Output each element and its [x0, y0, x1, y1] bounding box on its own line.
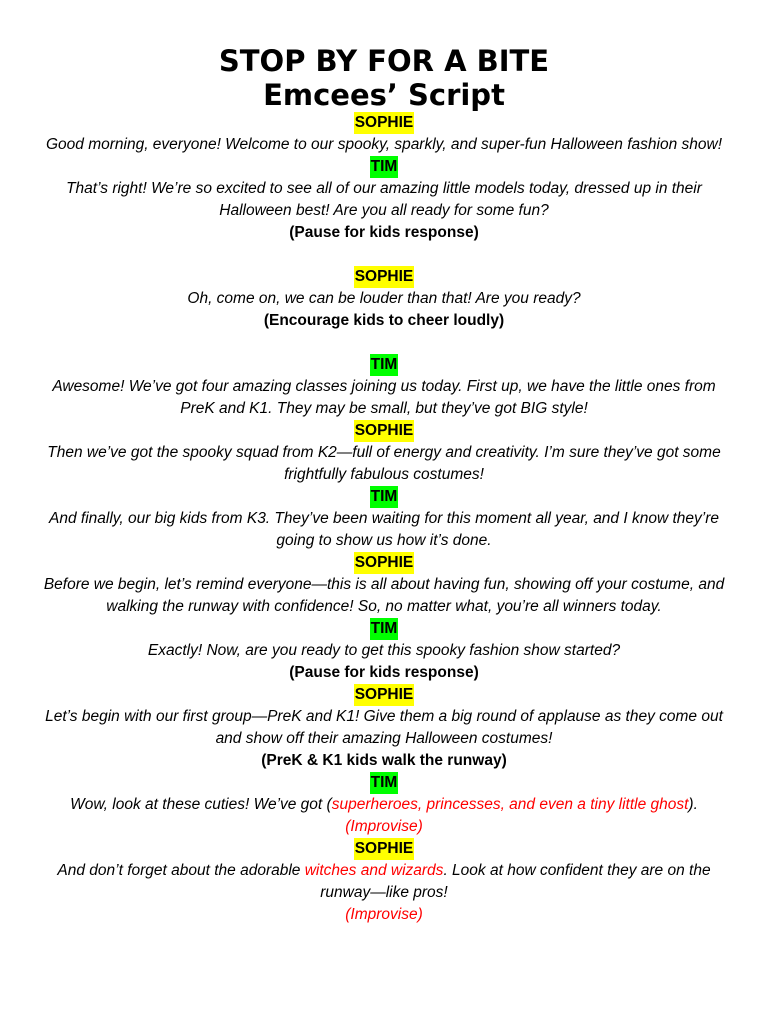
page-subtitle: Emcees’ Script — [263, 78, 505, 112]
speaker-tim: TIM — [370, 156, 399, 178]
speaker-sophie: SOPHIE — [354, 684, 415, 706]
improvise-examples: witches and wizards — [304, 862, 444, 879]
script-line: Wow, look at these cuties! We’ve got (superheroes, princesses, and even a tiny little ghost). — [70, 796, 698, 813]
improvise-examples: superheroes, princesses, and even a tiny little ghost — [331, 796, 689, 813]
script-line: Before we begin, let’s remind everyone—this is all about having fun, showing off your costume, and walking the runway with confidence! So, no matter what, you’re all winners today. — [43, 576, 725, 615]
script-line: And finally, our big kids from K3. They’ve been waiting for this moment all year, and I know they’re going to show us how it’s done. — [49, 510, 719, 549]
speaker-sophie: SOPHIE — [354, 552, 415, 574]
script-line: Oh, come on, we can be louder than that! Are you ready? — [187, 290, 581, 307]
stage-direction: (Encourage kids to cheer loudly) — [263, 312, 505, 329]
speaker-sophie: SOPHIE — [354, 838, 415, 860]
script-line: And don’t forget about the adorable witches and wizards. Look at how confident they are on the runway—like pros! — [57, 862, 711, 901]
speaker-tim: TIM — [370, 486, 399, 508]
speaker-tim: TIM — [370, 772, 399, 794]
script-line: Then we’ve got the spooky squad from K2—full of energy and creativity. I’m sure they’ve got some frightfully fabulous costumes! — [47, 444, 721, 483]
speaker-sophie: SOPHIE — [354, 112, 415, 134]
script-line: Awesome! We’ve got four amazing classes joining us today. First up, we have the little ones from PreK and K1. They may be small, but they’ve got BIG style! — [52, 378, 716, 417]
page-title: STOP BY FOR A BITE — [218, 44, 550, 78]
stage-direction: (Pause for kids response) — [289, 664, 479, 681]
speaker-tim: TIM — [370, 618, 399, 640]
script-line: That’s right! We’re so excited to see all of our amazing little models today, dressed up in their Halloween best! Are you all ready for some fun? — [66, 180, 702, 219]
improvise-note: (Improvise) — [345, 906, 423, 923]
improvise-note: (Improvise) — [345, 818, 423, 835]
stage-direction: (PreK & K1 kids walk the runway) — [261, 752, 507, 769]
speaker-tim: TIM — [370, 354, 399, 376]
script-line: Exactly! Now, are you ready to get this spooky fashion show started? — [147, 642, 621, 659]
script-line: Let’s begin with our first group—PreK and K1! Give them a big round of applause as they come out and show off their amazing Halloween costumes! — [45, 708, 723, 747]
script-line: Good morning, everyone! Welcome to our spooky, sparkly, and super-fun Halloween fashion show! — [45, 136, 723, 153]
speaker-sophie: SOPHIE — [354, 266, 415, 288]
stage-direction: (Pause for kids response) — [289, 224, 479, 241]
speaker-sophie: SOPHIE — [354, 420, 415, 442]
